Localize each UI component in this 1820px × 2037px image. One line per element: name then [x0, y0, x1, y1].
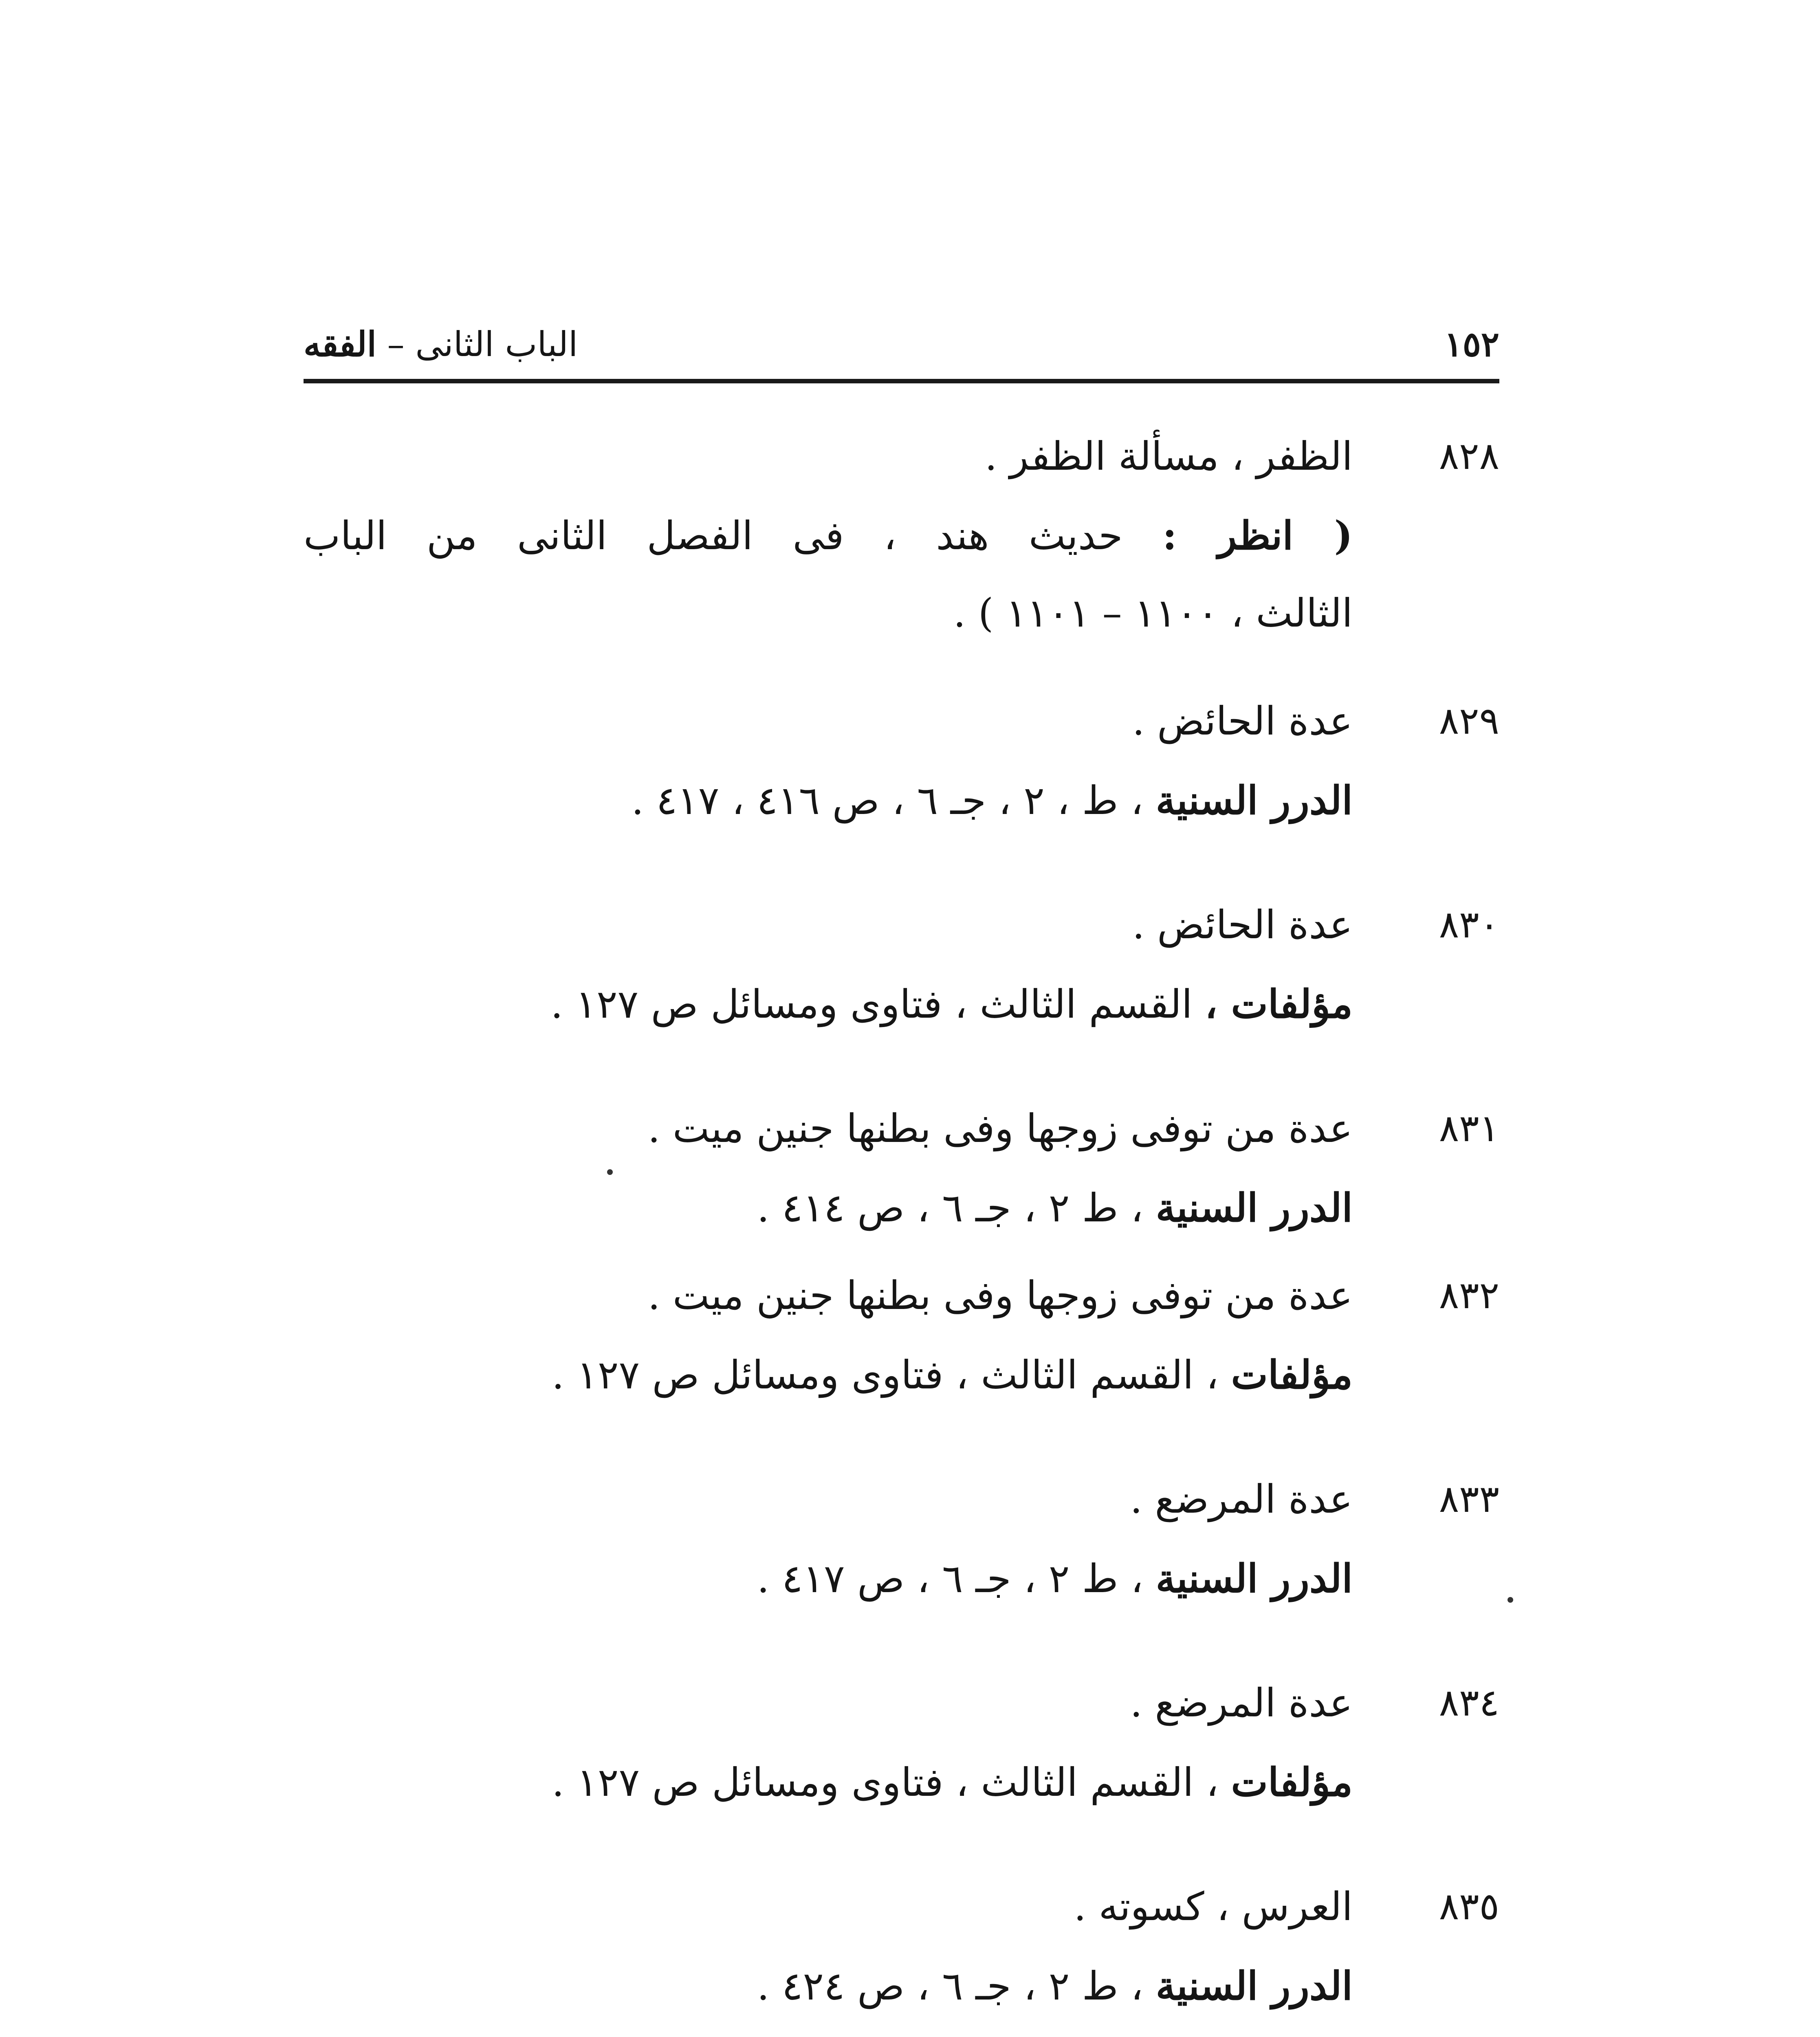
entry-reference	[757, 1947, 1353, 2025]
chapter-title-main: الباب الثانى –	[387, 324, 578, 364]
print-speck	[607, 1169, 613, 1175]
page-number: ١٥٢	[1444, 324, 1499, 364]
reference-detail: ، ط ٢ ، جـ ٦ ، ص ٤١٧ .	[757, 1556, 1144, 1601]
reference-detail: ، ط ٢ ، جـ ٦ ، ص ٤١٤ .	[757, 1185, 1144, 1231]
entry-number: ٨٣٢	[1439, 1274, 1499, 1317]
source-name: الدرر السنية	[1155, 1185, 1353, 1231]
list-item	[304, 1088, 1499, 1247]
list-item	[304, 1255, 1499, 1414]
source-name: مؤلفات	[1231, 1759, 1353, 1805]
entry-title: عدة المرضع .	[1130, 1476, 1353, 1522]
entry-title: عدة المرضع .	[1130, 1680, 1353, 1726]
list-item	[304, 680, 1499, 839]
see-also-line-1	[304, 497, 1353, 574]
entry-number: ٨٢٩	[1439, 699, 1499, 743]
list-item	[304, 1866, 1499, 2025]
list-item	[304, 1458, 1499, 1617]
source-name: مؤلفات ،	[1205, 981, 1353, 1027]
entry-title: العرس ، كسوته .	[1074, 1884, 1353, 1929]
list-item	[304, 1662, 1499, 1821]
entry-number: ٨٣٥	[1439, 1885, 1499, 1928]
chapter-title-sub: الفقه	[304, 324, 376, 364]
see-also-label: ( انظر :	[1162, 513, 1353, 559]
entries-list	[304, 416, 1499, 2037]
reference-detail: القسم الثالث ، فتاوى ومسائل ص ١٢٧ .	[550, 981, 1193, 1027]
see-also-note	[304, 497, 1353, 652]
running-head	[304, 318, 1499, 371]
entry-number: ٨٣٠	[1439, 903, 1499, 946]
entry-title: عدة من توفى زوجها وفى بطنها جنين ميت .	[647, 1106, 1353, 1151]
entry-reference	[757, 1169, 1353, 1247]
entry-reference	[552, 1336, 1353, 1414]
entry-number: ٨٣٤	[1439, 1681, 1499, 1725]
entry-reference	[757, 1540, 1353, 1617]
entry-reference	[550, 966, 1353, 1043]
source-name: الدرر السنية	[1155, 1555, 1353, 1601]
entry-number: ٨٣١	[1439, 1106, 1499, 1150]
entry-title: الظفر ، مسألة الظفر .	[985, 433, 1353, 479]
chapter-title	[304, 318, 578, 371]
see-also-text-1: حديث هند ، فى الفصل الثانى من الباب	[304, 513, 1123, 559]
list-item	[304, 884, 1499, 1043]
entry-reference	[632, 762, 1353, 839]
source-name: الدرر السنية	[1155, 777, 1353, 823]
reference-detail: ، القسم الثالث ، فتاوى ومسائل ص ١٢٧ .	[552, 1352, 1219, 1398]
entry-reference	[552, 1744, 1353, 1821]
see-also-line-2: الثالث ، ١١٠٠ – ١١٠١ ) .	[953, 590, 1353, 636]
reference-detail: ، القسم الثالث ، فتاوى ومسائل ص ١٢٧ .	[552, 1760, 1219, 1805]
reference-detail: ، ط ، ٢ ، جـ ٦ ، ص ٤١٦ ، ٤١٧ .	[631, 778, 1144, 823]
list-item	[304, 416, 1499, 652]
entry-title: عدة الحائض .	[1132, 698, 1353, 744]
header-rule	[304, 379, 1499, 383]
reference-detail: ، ط ٢ ، جـ ٦ ، ص ٤٢٤ .	[757, 1963, 1144, 2009]
entry-title: عدة الحائض .	[1132, 902, 1353, 948]
entry-number: ٨٢٨	[1439, 434, 1499, 478]
source-name: مؤلفات	[1231, 1352, 1353, 1398]
entry-title: عدة من توفى زوجها وفى بطنها جنين ميت .	[647, 1273, 1353, 1318]
entry-number: ٨٣٣	[1439, 1477, 1499, 1521]
source-name: الدرر السنية	[1155, 1963, 1353, 2009]
print-speck	[1507, 1597, 1513, 1603]
